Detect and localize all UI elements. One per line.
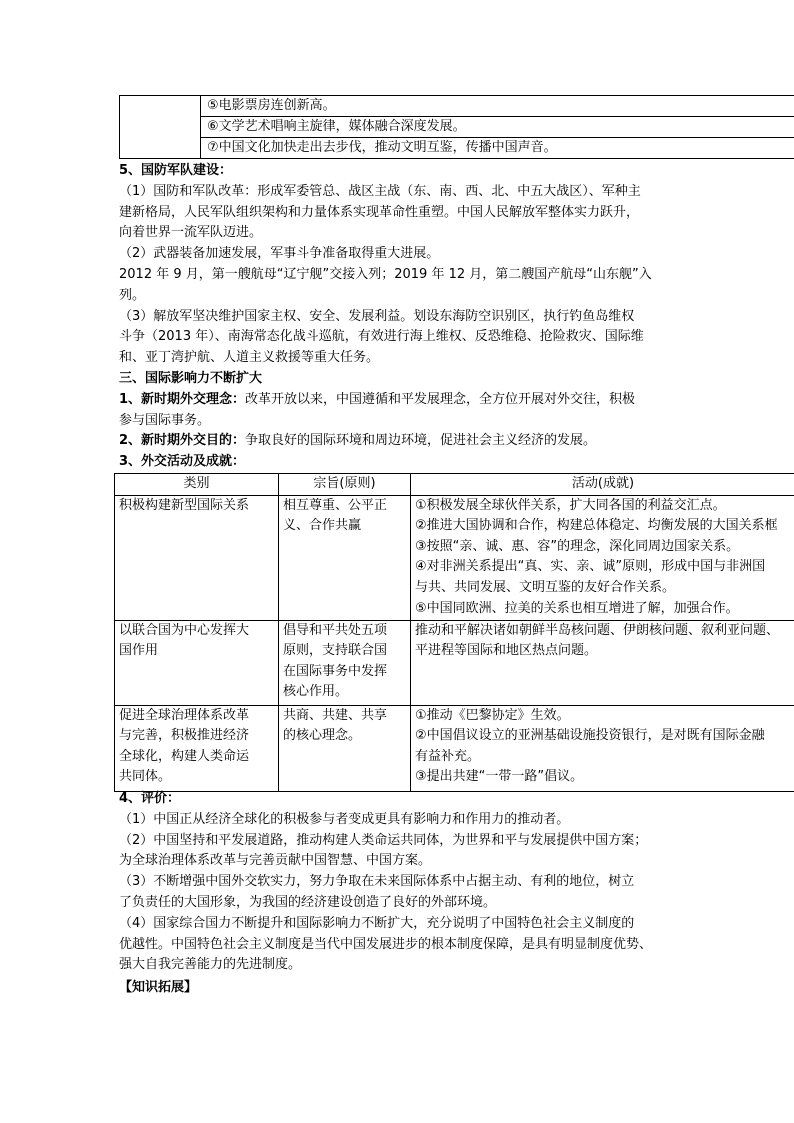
purpose-label: 2、新时期外交目的： <box>119 433 246 449</box>
cell-line: 推动和平解决诸如朝鲜半岛核问题、伊朗核问题、叙利亚问题、 <box>415 622 780 638</box>
paragraph-line: 参与国际事务。 <box>119 412 211 428</box>
paragraph-line: （2）武器装备加速发展，军事斗争准备取得重大进展。 <box>119 246 440 262</box>
diplomatic-purpose <box>119 431 679 452</box>
cell-line: 促进全球治理体系改革 <box>119 707 250 723</box>
cell-line: 全球化，构建人类命运 <box>119 748 250 764</box>
cell-line: 平进程等国际和地区热点问题。 <box>415 643 598 659</box>
cell-line: ③提出共建“一带一路”倡议。 <box>415 769 584 785</box>
merged-category-cell <box>120 96 201 159</box>
activities-cell <box>411 705 794 791</box>
paragraph-line: （3）不断增强中国外交软实力，努力争取在未来国际体系中占据主动、有利的地位，树立 <box>119 874 635 890</box>
header-activities: 活动(成就) <box>411 474 794 496</box>
section-international-influence <box>119 369 679 473</box>
culture-achievements-table <box>119 95 794 159</box>
section-evaluation <box>119 789 679 999</box>
table-cell: ⑥文学艺术唱响主旋律，媒体融合深度发展。 <box>201 117 794 138</box>
table-row <box>115 705 794 791</box>
paragraph-line: 2012 年 9 月，第一艘航母“辽宁舰”交接入列；2019 年 12 月，第二艘国产航母“山东舰”入 <box>119 266 652 282</box>
activities-heading: 3、外交活动及成就： <box>119 454 246 470</box>
paragraph-line: 为全球治理体系改革与完善贡献中国智慧、中国方案。 <box>119 853 432 869</box>
cell-line: 以联合国为中心发挥大 <box>119 622 250 638</box>
table-header-row <box>115 474 794 496</box>
paragraph-line: 向着世界一流军队迈进。 <box>119 225 263 241</box>
cell-line: ②推进大国协调和合作，构建总体稳定、均衡发展的大国关系框 <box>415 518 778 534</box>
cell-line: 的核心理念。 <box>283 728 362 744</box>
cell-line: 共商、共建、共享 <box>283 707 388 723</box>
section-heading: 5、国防军队建设： <box>119 163 233 178</box>
category-cell <box>115 705 279 791</box>
cell-line: ①推动《巴黎协定》生效。 <box>415 707 570 723</box>
paragraph-line: 优越性。中国特色社会主义制度是当代中国发展进步的根本制度保障，是具有明显制度优势、 <box>119 936 653 952</box>
header-principle: 宗旨(原则) <box>279 474 411 496</box>
category-cell <box>115 495 279 620</box>
paragraph-line: 和、亚丁湾护航、人道主义救援等重大任务。 <box>119 350 380 366</box>
table-row <box>120 96 794 117</box>
section-heading: 4、评价： <box>119 791 181 806</box>
header-category: 类别 <box>115 474 279 496</box>
principle-cell <box>279 705 411 791</box>
cell-line: ③按照“亲、诚、惠、容”的理念，深化同周边国家关系。 <box>415 538 740 554</box>
cell-line: ④对非洲关系提出“真、实、亲、诚”原则，形成中国与非洲国 <box>415 559 766 575</box>
cell-line: 与完善，积极推进经济 <box>119 728 250 744</box>
diplomacy-table <box>114 473 794 792</box>
table-row <box>120 117 794 138</box>
paragraph-line: （3）解放军坚决维护国家主权、安全、发展利益。划设东海防空识别区，执行钓鱼岛维权 <box>119 308 635 324</box>
table-cell: ⑦中国文化加快走出去步伐，推动文明互鉴，传播中国声音。 <box>201 138 794 159</box>
paragraph-line: 斗争（2013 年）、南海常态化战斗巡航，有效进行海上维权、反恐维稳、抢险救灾、国际维 <box>119 329 644 345</box>
table-row <box>120 138 794 159</box>
cell-line: 原则，支持联合国 <box>283 643 388 659</box>
paragraph-line: （2）中国坚持和平发展道路，推动构建人类命运共同体，为世界和平与发展提供中国方案； <box>119 832 648 848</box>
cell-line: 在国际事务中发挥 <box>283 663 388 679</box>
paragraph-line: 强大自我完善能力的先进制度。 <box>119 957 302 973</box>
purpose-text: 争取良好的国际环境和周边环境，促进社会主义经济的发展。 <box>245 433 597 449</box>
diplomatic-concept <box>119 390 679 411</box>
cell-line: 有益补充。 <box>415 748 481 764</box>
category-cell <box>115 620 279 705</box>
cell-line: ⑤中国同欧洲、拉美的关系也相互增进了解，加强合作。 <box>415 600 739 616</box>
cell-line: 与共、共同发展、文明互鉴的友好合作关系。 <box>415 579 676 595</box>
activities-cell <box>411 620 794 705</box>
cell-line: 义、合作共赢 <box>283 518 362 534</box>
concept-text: 改革开放以来，中国遵循和平发展理念，全方位开展对外交往，积极 <box>245 391 636 407</box>
activities-cell <box>411 495 794 620</box>
paragraph-line: 列。 <box>119 287 146 303</box>
cell-line: 共同体。 <box>119 769 172 785</box>
table-cell: ⑤电影票房连创新高。 <box>201 96 794 117</box>
cell-line: 相互尊重、公平正 <box>283 497 388 513</box>
cell-line: 国作用 <box>119 643 159 659</box>
knowledge-extension-heading: 【知识拓展】 <box>119 980 198 996</box>
paragraph-line: （4）国家综合国力不断提升和国际影响力不断扩大，充分说明了中国特色社会主义制度的 <box>119 915 635 931</box>
part-heading: 三、国际影响力不断扩大 <box>119 371 263 386</box>
paragraph-line: （1）中国正从经济全球化的积极参与者变成更具有影响力和作用力的推动者。 <box>119 811 570 827</box>
cell-line: 核心作用。 <box>283 684 349 700</box>
principle-cell <box>279 495 411 620</box>
principle-cell <box>279 620 411 705</box>
concept-label: 1、新时期外交理念： <box>119 391 246 407</box>
paragraph-line: 了负责任的大国形象，为我国的经济建设创造了良好的外部环境。 <box>119 894 497 910</box>
cell-line: ②中国倡议设立的亚洲基础设施投资银行，是对既有国际金融 <box>415 728 765 744</box>
table-row <box>115 620 794 705</box>
cell-line: ①积极发展全球伙伴关系，扩大同各国的利益交汇点。 <box>415 497 726 513</box>
section-national-defense <box>119 161 679 369</box>
table-row <box>115 495 794 620</box>
paragraph-line: 建新格局，人民军队组织架构和力量体系实现革命性重塑。中国人民解放军整体实力跃升， <box>119 204 640 220</box>
cell-line: 积极构建新型国际关系 <box>119 497 250 513</box>
paragraph-line: （1）国防和军队改革：形成军委管总、战区主战（东、南、西、北、中五大战区）、军种主 <box>119 183 641 199</box>
cell-line: 倡导和平共处五项 <box>283 622 388 638</box>
